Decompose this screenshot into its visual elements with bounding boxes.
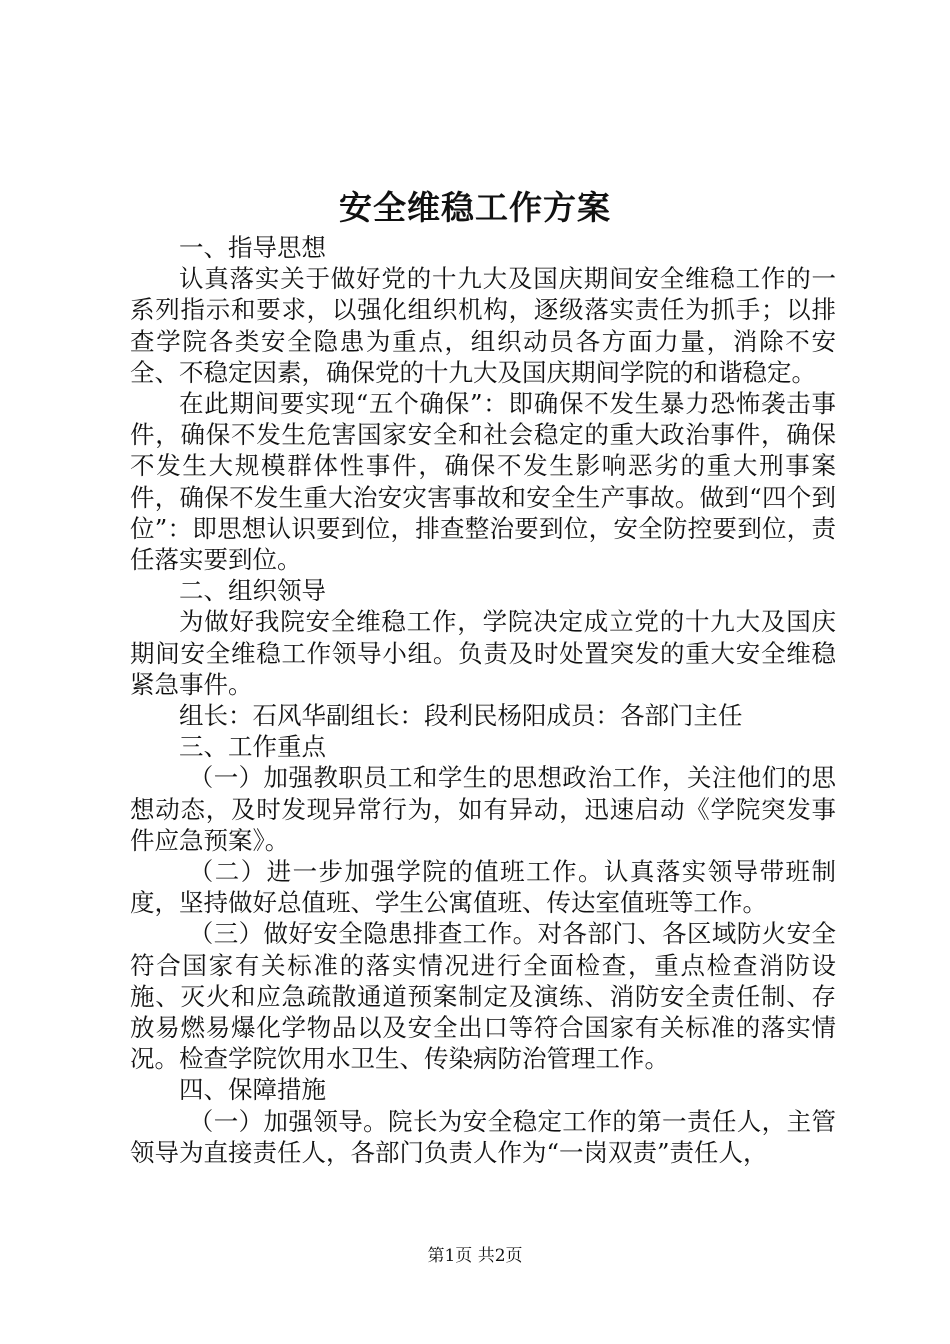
paragraph: （一）加强领导。院长为安全稳定工作的第一责任人，主管领导为直接责任人，各部门负责人作为“一岗双责”责任人， [130, 1106, 836, 1167]
paragraph: 认真落实关于做好党的十九大及国庆期间安全维稳工作的一系列指示和要求，以强化组织机构，逐级落实责任为抓手；以排查学院各类安全隐患为重点，组织动员各方面力量，消除不安全、不稳定因素，确保党的十九大及国庆期间学院的和谐稳定。 [130, 264, 836, 387]
paragraph-leadership-list: 组长：石风华副组长：段利民杨阳成员：各部门主任 [179, 701, 743, 731]
document-body [130, 232, 836, 1168]
section-heading-safeguards: 四、保障措施 [179, 1075, 326, 1105]
paragraph: 在此期间要实现“五个确保”：即确保不发生暴力恐怖袭击事件，确保不发生危害国家安全和社会稳定的重大政治事件，确保不发生大规模群体性事件，确保不发生影响恶劣的重大刑事案件，确保不发生重大治安灾害事故和安全生产事故。做到“四个到位”：即思想认识要到位，排查整治要到位，安全防控要到位，责任落实要到位。 [130, 389, 836, 575]
paragraph: 为做好我院安全维稳工作，学院决定成立党的十九大及国庆期间安全维稳工作领导小组。负责及时处置突发的重大安全维稳紧急事件。 [130, 607, 836, 699]
page-number: 第1页 共2页 [427, 1246, 523, 1266]
section-heading-key-work: 三、工作重点 [179, 732, 326, 762]
paragraph: （一）加强教职员工和学生的思想政治工作，关注他们的思想动态，及时发现异常行为，如有异动，迅速启动《学院突发事件应急预案》。 [130, 763, 836, 855]
section-heading-guiding-thought: 一、指导思想 [179, 233, 326, 262]
document-title: 安全维稳工作方案 [339, 188, 611, 227]
paragraph: （二）进一步加强学院的值班工作。认真落实领导带班制度，坚持做好总值班、学生公寓值班、传达室值班等工作。 [130, 857, 836, 918]
section-heading-organization: 二、组织领导 [179, 576, 326, 606]
paragraph: （三）做好安全隐患排查工作。对各部门、各区域防火安全符合国家有关标准的落实情况进行全面检查，重点检查消防设施、灭火和应急疏散通道预案制定及演练、消防安全责任制、存放易燃易爆化学物品以及安全出口等符合国家有关标准的落实情况。检查学院饮用水卫生、传染病防治管理工作。 [130, 919, 836, 1074]
